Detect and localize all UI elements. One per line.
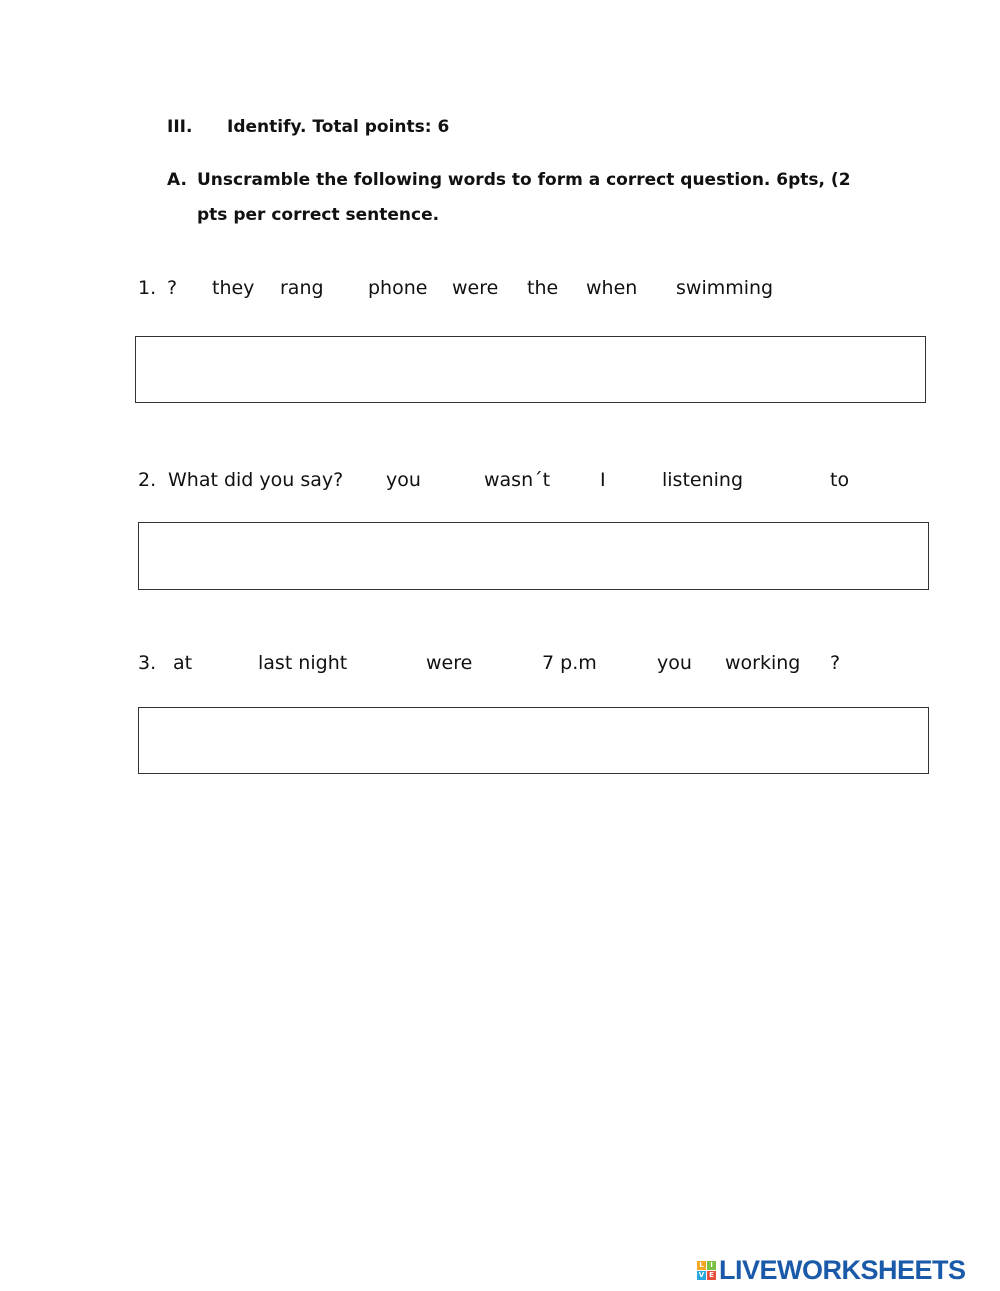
question-1-word: rang xyxy=(280,277,324,299)
question-3-word: were xyxy=(426,652,473,674)
question-1-word: were xyxy=(452,277,499,299)
question-3-word: ? xyxy=(830,652,841,674)
question-1-word: phone xyxy=(368,277,428,299)
question-1-number: 1. xyxy=(138,277,157,299)
question-1-word: ? xyxy=(167,277,178,299)
question-1-word: when xyxy=(586,277,638,299)
question-2-number: 2. xyxy=(138,469,157,491)
question-3-word: you xyxy=(657,652,692,674)
section-numeral: III. xyxy=(167,117,193,137)
question-2-word: What did you say? xyxy=(168,469,344,491)
logo-mark-letter: L xyxy=(697,1261,706,1270)
question-2-word: wasn´t xyxy=(484,469,551,491)
question-2-word: you xyxy=(386,469,421,491)
question-1-word: the xyxy=(527,277,559,299)
question-3-word: 7 p.m xyxy=(542,652,597,674)
logo-text: LIVEWORKSHEETS xyxy=(719,1254,966,1285)
logo-mark-icon xyxy=(697,1261,716,1280)
question-1-word: they xyxy=(212,277,255,299)
instruction-line-1: Unscramble the following words to form a correct question. 6pts, (2 xyxy=(197,170,851,190)
question-2-word: listening xyxy=(662,469,744,491)
question-2-word: I xyxy=(600,469,606,491)
question-3-number: 3. xyxy=(138,652,157,674)
instruction-letter: A. xyxy=(167,170,187,190)
question-2-word: to xyxy=(830,469,850,491)
logo-mark-letter: I xyxy=(707,1261,716,1270)
question-3-word: at xyxy=(173,652,193,674)
question-3-word: last night xyxy=(258,652,348,674)
section-title: Identify. Total points: 6 xyxy=(227,117,450,137)
question-3-answer-input[interactable] xyxy=(138,707,929,774)
instruction-line-2: pts per correct sentence. xyxy=(197,205,440,225)
question-2-answer-input[interactable] xyxy=(138,522,929,590)
question-1-answer-input[interactable] xyxy=(135,336,926,403)
liveworksheets-logo xyxy=(697,1255,966,1285)
question-1-word: swimming xyxy=(676,277,774,299)
logo-mark-letter: V xyxy=(698,1270,705,1279)
question-3-word: working xyxy=(725,652,801,674)
logo-mark-letter: E xyxy=(707,1271,716,1280)
